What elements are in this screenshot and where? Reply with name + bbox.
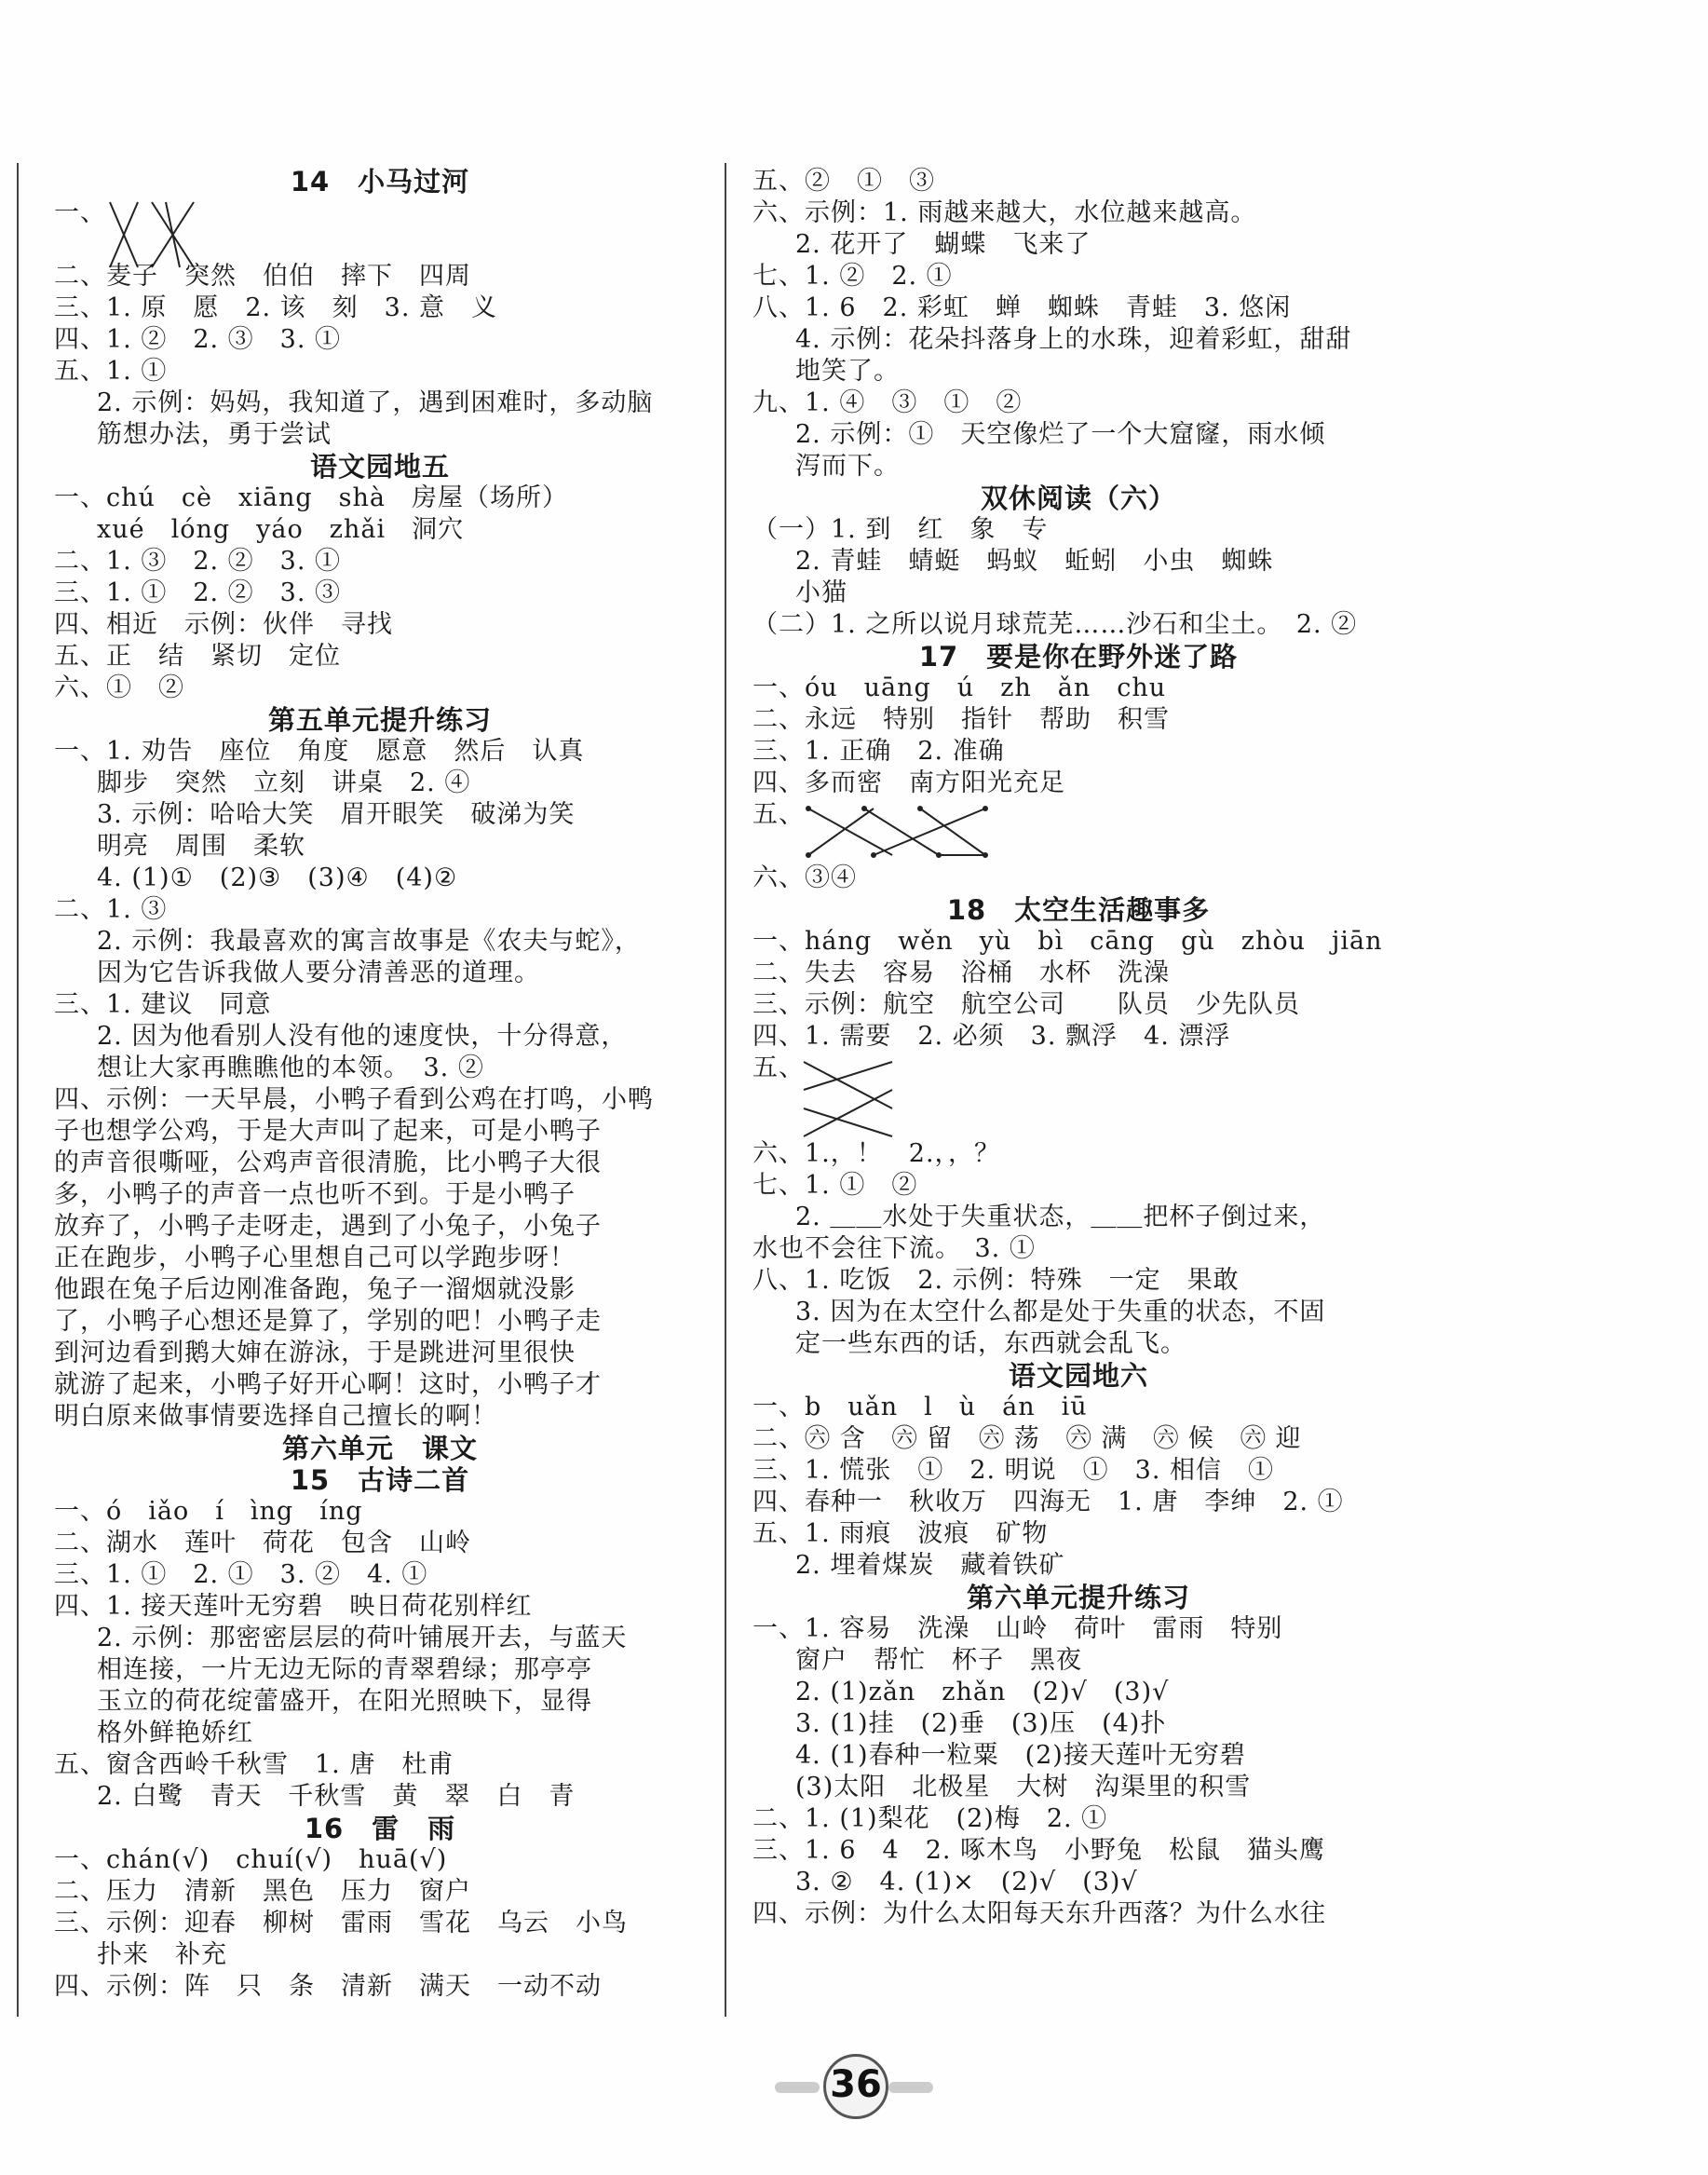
answer-line [54, 736, 706, 768]
answer-line [54, 261, 706, 292]
answer-line [54, 1338, 706, 1369]
answer-line [752, 704, 1404, 736]
answer-text: 一、ó iǎo í ìng íng [54, 1497, 363, 1526]
answer-text: 多，小鸭子的声音一点也听不到。于是小鸭子 [54, 1180, 576, 1209]
answer-text: 四、示例：阵 只 条 清新 满天 一动不动 [54, 1972, 602, 2001]
answer-text: 的声音很嘶哑，公鸡声音很清脆，比小鸭子大很 [54, 1149, 602, 1177]
answer-line [54, 863, 706, 894]
answer-text: 明亮 周围 柔软 [97, 832, 305, 861]
answer-line [54, 292, 706, 324]
page-footer [0, 2054, 1708, 2127]
answer-line [54, 1148, 706, 1179]
answer-text: 窗户 帮忙 杯子 黑夜 [795, 1646, 1082, 1675]
answer-text: 四、1. ② 2. ③ 3. ① [54, 325, 342, 354]
answer-line [752, 926, 1404, 958]
answer-text: 四、相近 示例：伙伴 寻找 [54, 610, 393, 639]
answer-text: 就游了起来，小鸭子好开心啊！这时，小鸭子才 [54, 1370, 602, 1399]
answer-text: 2. (1)zǎn zhǎn (2)√ (3)√ [795, 1678, 1170, 1706]
answer-text: 2. 花开了 蝴蝶 飞来了 [795, 230, 1091, 259]
answer-text: 双休阅读（六） [980, 483, 1176, 514]
answer-text: 五、 [752, 800, 805, 829]
answer-text: 4. (1)① (2)③ (3)④ (4)② [97, 863, 458, 892]
section-title [752, 1582, 1404, 1613]
answer-text: 4. 示例：花朵抖落身上的水珠，迎着彩虹，甜甜 [795, 325, 1352, 354]
match-dot [806, 806, 811, 811]
answer-line [54, 958, 706, 989]
answer-line [54, 1053, 706, 1084]
answer-line [752, 673, 1404, 704]
answer-text: 2. 青蛙 蜻蜓 蚂蚁 蚯蚓 小虫 蜘蛛 [795, 547, 1274, 576]
matching-lines-figure [799, 1053, 901, 1142]
answer-text: 一、 [54, 198, 106, 227]
answer-line [752, 863, 1404, 894]
answer-line [54, 578, 706, 609]
answer-text: 第六单元 课文 [281, 1433, 478, 1464]
answer-text: 三、1. ① 2. ② 3. ③ [54, 578, 342, 607]
column-divider-middle [725, 163, 726, 2017]
answer-line [54, 546, 706, 578]
answer-text: 一、óu uāng ú zh ǎn chu [752, 673, 1167, 702]
answer-text: 语文园地五 [309, 451, 450, 483]
answer-text: 小猫 [795, 578, 847, 607]
section-title [54, 704, 706, 736]
answer-text: xué lóng yáo zhǎi 洞穴 [97, 515, 465, 544]
answer-text: 九、1. ④ ③ ① ② [752, 388, 1023, 417]
answer-line [54, 1939, 706, 1971]
answer-text: 一、1. 劝告 座位 角度 愿意 然后 认真 [54, 737, 585, 766]
answer-text: 四、示例：一天早晨，小鸭子看到公鸡在打鸣，小鸭 [54, 1085, 654, 1114]
answer-line [752, 1423, 1404, 1455]
answer-text: 到河边看到鹅大婶在游泳，于是跳进河里很快 [54, 1339, 576, 1367]
answer-text: 四、1. 接天莲叶无穷碧 映日荷花别样红 [54, 1592, 533, 1621]
answer-line [54, 1559, 706, 1591]
answer-line [752, 1645, 1404, 1677]
answer-line [54, 356, 706, 387]
answer-text: 一、chán(√) chuí(√) huā(√) [54, 1845, 448, 1874]
answer-line [752, 1233, 1404, 1265]
answer-text: 五、正 结 紧切 定位 [54, 642, 341, 671]
answer-text: 三、示例：迎春 柳树 雷雨 雪花 乌云 小鸟 [54, 1909, 628, 1937]
answer-line [752, 1328, 1404, 1360]
answer-text: 五、 [752, 1054, 805, 1082]
answer-text: 放弃了，小鸭子走呀走，遇到了小兔子，小兔子 [54, 1212, 602, 1241]
match-dot [936, 852, 942, 858]
answer-line [752, 1550, 1404, 1582]
answer-text: 四、春种一 秋收万 四海无 1. 唐 李绅 2. ① [752, 1488, 1344, 1516]
answer-line [752, 1772, 1404, 1803]
answer-text: 二、1. ③ 2. ② 3. ① [54, 547, 342, 576]
match-dot [871, 852, 876, 858]
answer-line [752, 229, 1404, 261]
badge-right-ornament [888, 2082, 933, 2093]
answer-line [752, 768, 1404, 799]
badge-left-ornament [775, 2082, 820, 2093]
answer-text: (3)太阳 北极星 大树 沟渠里的积雪 [795, 1773, 1252, 1801]
answer-line [54, 419, 706, 451]
answer-text: 五、窗含西岭千秋雪 1. 唐 杜甫 [54, 1750, 454, 1779]
answer-text: 3. 示例：哈哈大笑 眉开眼笑 破涕为笑 [97, 800, 576, 829]
answer-text: 格外鲜艳娇红 [97, 1719, 253, 1747]
answer-line [54, 1591, 706, 1623]
answer-text: 三、示例：航空 航空公司 队员 少先队员 [752, 990, 1300, 1019]
answer-line [752, 292, 1404, 324]
right-column [752, 166, 1404, 1930]
answer-text: 定一些东西的话，东西就会乱飞。 [795, 1329, 1186, 1358]
answer-line [54, 1654, 706, 1686]
answer-text: 七、1. ① ② [752, 1171, 918, 1200]
answer-line [54, 1718, 706, 1749]
answer-line [54, 1401, 706, 1433]
answer-text: 二、压力 清新 黑色 压力 窗户 [54, 1877, 471, 1906]
answer-line [54, 926, 706, 958]
answer-text: 三、1. 正确 2. 准确 [752, 737, 1005, 766]
answer-line [54, 609, 706, 641]
answer-line [752, 356, 1404, 387]
answer-line [752, 261, 1404, 292]
answer-text: 明白原来做事情要选择自己擅长的啊！ [54, 1402, 497, 1431]
answer-line [752, 1740, 1404, 1772]
answer-text: 3. (1)挂 (2)垂 (3)压 (4)扑 [795, 1709, 1167, 1738]
answer-line [54, 1021, 706, 1053]
page-number-badge [775, 2054, 933, 2123]
answer-text: 二、㊅ 含 ㊅ 留 ㊅ 荡 ㊅ 满 ㊅ 候 ㊅ 迎 [752, 1424, 1302, 1453]
answer-text: 五、② ① ③ [752, 167, 935, 196]
section-title [752, 894, 1404, 926]
answer-text: 三、1. 6 4 2. 啄木鸟 小野兔 松鼠 猫头鹰 [752, 1836, 1326, 1865]
answer-text: 14 小马过河 [290, 166, 470, 197]
answer-line [54, 1844, 706, 1876]
answer-line [54, 197, 706, 261]
answer-line [752, 1297, 1404, 1328]
answer-text: 一、b uǎn l ù án iū [752, 1393, 1088, 1421]
answer-text: 想让大家再瞧瞧他的本领。 3. ② [97, 1054, 484, 1082]
answer-line [752, 1677, 1404, 1708]
answer-text: 一、háng wěn yù bì cāng gù zhòu jiān [752, 927, 1383, 956]
answer-line [54, 1306, 706, 1338]
answer-text: 相连接，一片无边无际的青翠碧绿；那亭亭 [97, 1655, 592, 1684]
answer-text: 正在跑步，小鸭子心里想自己可以学跑步呀！ [54, 1244, 576, 1272]
answer-line [752, 546, 1404, 578]
column-divider-left [17, 163, 19, 2017]
match-dot [917, 806, 923, 811]
answer-text: 4. (1)春种一粒粟 (2)接天莲叶无穷碧 [795, 1741, 1246, 1770]
answer-text: 八、1. 6 2. 彩虹 蝉 蜘蛛 青蛙 3. 悠闲 [752, 293, 1292, 322]
answer-line [54, 387, 706, 419]
answer-line [54, 1179, 706, 1211]
left-column [54, 166, 706, 2003]
match-dot [983, 852, 988, 858]
answer-line [752, 989, 1404, 1021]
answer-line [752, 197, 1404, 229]
answer-text: 一、chú cè xiāng shà 房屋（场所） [54, 483, 568, 512]
answer-text: 2. 因为他看别人没有他的速度快，十分得意， [97, 1022, 628, 1051]
answer-text: 五、1. 雨痕 波痕 矿物 [752, 1519, 1049, 1548]
answer-text: 七、1. ② 2. ① [752, 262, 953, 291]
answer-text: 二、永远 特别 指针 帮助 积雪 [752, 705, 1170, 734]
answer-text: （一）1. 到 红 象 专 [752, 515, 1049, 544]
answer-line [54, 1211, 706, 1243]
section-title [752, 1360, 1404, 1392]
answer-text: 四、1. 需要 2. 必须 3. 飘浮 4. 漂浮 [752, 1022, 1231, 1051]
answer-text: 八、1. 吃饭 2. 示例：特殊 一定 果敢 [752, 1266, 1240, 1295]
answer-text: 2. ＿＿水处于失重状态，＿＿把杯子倒过来， [795, 1203, 1326, 1231]
answer-text: 2. 白鹭 青天 千秋雪 黄 翠 白 青 [97, 1782, 576, 1811]
answer-line [752, 387, 1404, 419]
answer-line [54, 483, 706, 514]
answer-line [54, 1274, 706, 1306]
answer-line [752, 324, 1404, 356]
answer-line [54, 1369, 706, 1401]
answer-text: 2. 示例：妈妈，我知道了，遇到困难时，多动脑 [97, 388, 654, 417]
answer-line [752, 1613, 1404, 1645]
answer-text: 四、示例：为什么太阳每天东升西落？为什么水往 [752, 1899, 1326, 1928]
answer-text: 脚步 突然 立刻 讲桌 2. ④ [97, 768, 471, 797]
answer-text: 地笑了。 [795, 357, 900, 386]
answer-text: 子也想学公鸡，于是大声叫了起来，可是小鸭子 [54, 1117, 602, 1146]
match-dot [861, 806, 867, 811]
section-title [752, 641, 1404, 673]
answer-line [752, 166, 1404, 197]
answer-text: 六、① ② [54, 673, 184, 702]
match-dot [806, 852, 811, 858]
answer-line [54, 1781, 706, 1813]
answer-line [752, 1202, 1404, 1233]
answer-line [54, 1686, 706, 1718]
answer-text: 玉立的荷花绽蕾盛开，在阳光照映下，显得 [97, 1687, 592, 1716]
figure-wrapper [799, 1053, 901, 1150]
answer-line [752, 1898, 1404, 1930]
match-line [808, 809, 892, 855]
answer-text: 三、1. 慌张 ① 2. 明说 ① 3. 相信 ① [752, 1456, 1275, 1485]
section-title [54, 166, 706, 197]
section-title [54, 451, 706, 483]
answer-line [54, 894, 706, 926]
answer-line [752, 958, 1404, 989]
answer-text: 五、1. ① [54, 357, 168, 386]
answer-line [54, 324, 706, 356]
section-title [54, 1433, 706, 1464]
answer-line [752, 1265, 1404, 1297]
answer-line [752, 1170, 1404, 1202]
answer-text: 16 雷 雨 [304, 1813, 456, 1844]
answer-line [54, 514, 706, 546]
page-number: 36 [830, 2063, 882, 2106]
answer-line [752, 578, 1404, 609]
answer-line [752, 1053, 1404, 1138]
answer-text: 筋想办法，勇于尝试 [97, 420, 332, 449]
answer-text: 六、示例：1. 雨越来越大，水位越来越高。 [752, 198, 1257, 227]
answer-line [752, 1392, 1404, 1423]
match-line [166, 202, 180, 267]
answer-text: 18 太空生活趣事多 [946, 894, 1211, 926]
answer-text: 17 要是你在野外迷了路 [918, 641, 1239, 673]
answer-line [54, 1623, 706, 1654]
answer-line [752, 1518, 1404, 1550]
answer-text: 3. ② 4. (1)× (2)√ (3)√ [795, 1868, 1138, 1896]
answer-line [54, 1084, 706, 1116]
answer-line [54, 1528, 706, 1559]
answer-text: 3. 因为在太空什么都是处于失重的状态，不固 [795, 1298, 1326, 1326]
answer-line [54, 1971, 706, 2003]
answer-text: 水也不会往下流。 3. ① [752, 1234, 1036, 1263]
answer-line [54, 673, 706, 704]
answer-line [752, 514, 1404, 546]
answer-line [54, 799, 706, 831]
answer-line [54, 1243, 706, 1274]
answer-text: 二、麦子 突然 伯伯 摔下 四周 [54, 262, 471, 291]
answer-line [752, 1803, 1404, 1835]
answer-line [752, 609, 1404, 641]
answer-text: 15 古诗二首 [290, 1464, 470, 1496]
answer-text: 二、湖水 莲叶 荷花 包含 山岭 [54, 1529, 471, 1557]
answer-line [752, 1708, 1404, 1740]
answer-text: 2. 埋着煤炭 藏着铁矿 [795, 1551, 1065, 1580]
answer-text: 第六单元提升练习 [966, 1582, 1190, 1613]
answer-line [752, 1138, 1404, 1170]
answer-line [752, 419, 1404, 451]
answer-line [752, 799, 1404, 863]
answer-line [54, 1749, 706, 1781]
answer-line [54, 989, 706, 1021]
answer-text: 六、1.，！ 2.，，？ [752, 1139, 1001, 1168]
answer-line [54, 831, 706, 863]
answer-text: 三、1. 建议 同意 [54, 990, 272, 1019]
answer-text: 扑来 补充 [97, 1940, 227, 1969]
answer-line [54, 1496, 706, 1528]
answer-line [752, 736, 1404, 768]
answer-line [54, 1876, 706, 1908]
answer-line [54, 1116, 706, 1148]
answer-text: 六、③④ [752, 863, 857, 892]
answer-text: 二、1. ③ [54, 895, 168, 924]
answer-line [54, 641, 706, 673]
answer-text: 因为它告诉我做人要分清善恶的道理。 [97, 958, 540, 987]
answer-text: 三、1. ① 2. ① 3. ② 4. ① [54, 1560, 428, 1589]
answer-line [752, 1455, 1404, 1487]
answer-text: 泻而下。 [795, 452, 900, 481]
answer-text: 四、多而密 南方阳光充足 [752, 768, 1065, 797]
answer-line [752, 451, 1404, 483]
answer-text: 二、1. (1)梨花 (2)梅 2. ① [752, 1804, 1108, 1833]
answer-line [752, 1835, 1404, 1867]
answer-text: 2. 示例：① 天空像烂了一个大窟窿，雨水倾 [795, 420, 1326, 449]
section-title [54, 1464, 706, 1496]
section-title [54, 1813, 706, 1844]
section-title [752, 483, 1404, 514]
answer-line [752, 1487, 1404, 1518]
match-line [808, 809, 874, 855]
answer-line [752, 1021, 1404, 1053]
answer-line [54, 768, 706, 799]
answer-text: （二）1. 之所以说月球荒芜……沙石和尘土。 2. ② [752, 610, 1358, 639]
match-dot [983, 806, 988, 811]
answer-text: 语文园地六 [1008, 1360, 1148, 1392]
answer-text: 了，小鸭子心想还是算了，学别的吧！小鸭子走 [54, 1307, 602, 1336]
answer-text: 第五单元提升练习 [267, 704, 492, 736]
answer-text: 他跟在兔子后边刚准备跑，兔子一溜烟就没影 [54, 1275, 576, 1304]
answer-line [752, 1867, 1404, 1898]
answer-text: 三、1. 原 愿 2. 该 刻 3. 意 义 [54, 293, 498, 322]
answer-line [54, 1908, 706, 1939]
answer-text: 一、1. 容易 洗澡 山岭 荷叶 雷雨 特别 [752, 1614, 1283, 1643]
answer-text: 2. 示例：我最喜欢的寓言故事是《农夫与蛇》， [97, 927, 641, 956]
answer-text: 2. 示例：那密密层层的荷叶铺展开去，与蓝天 [97, 1624, 628, 1652]
answer-text: 二、失去 容易 浴桶 水杯 洗澡 [752, 958, 1170, 987]
